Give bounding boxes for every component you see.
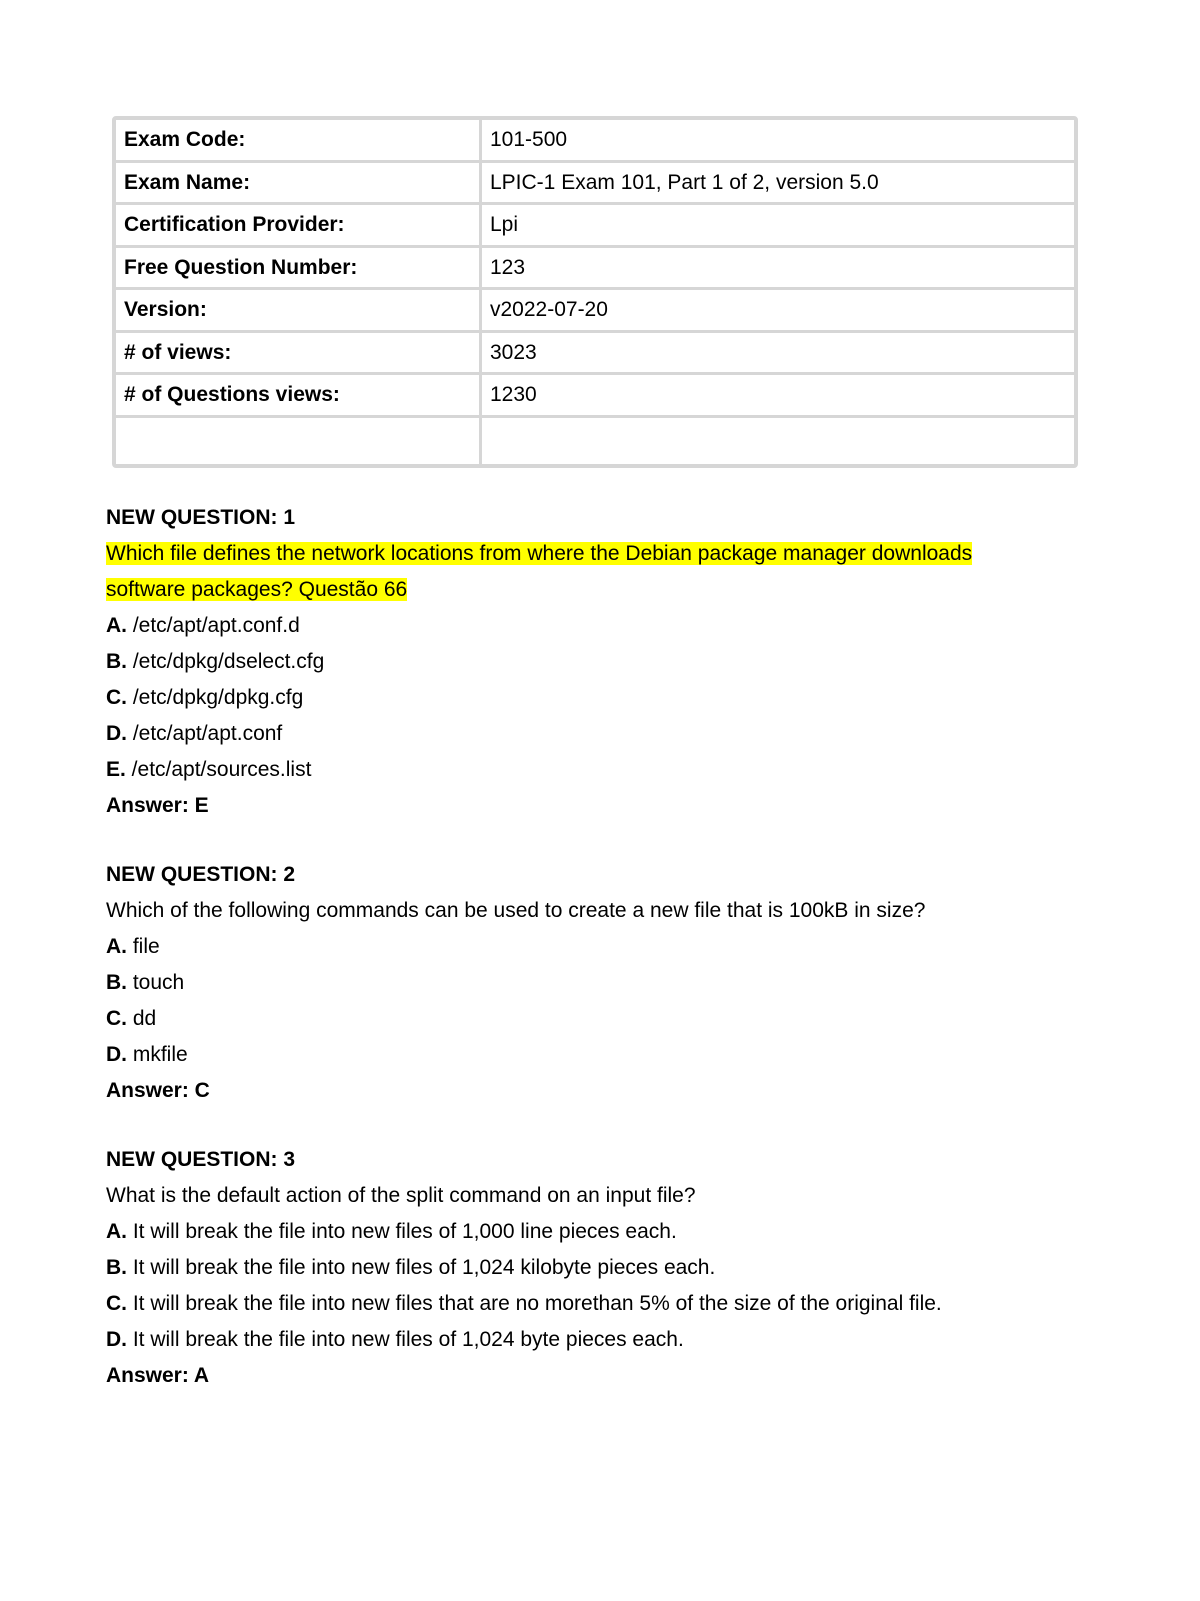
option-letter: B. bbox=[106, 971, 127, 994]
answer-option bbox=[106, 965, 1106, 1001]
answer-option bbox=[106, 1286, 1106, 1322]
question-heading: NEW QUESTION: 2 bbox=[106, 863, 296, 886]
option-letter: C. bbox=[106, 1007, 127, 1030]
exam-info-table bbox=[112, 116, 1078, 468]
answer-key: Answer: A bbox=[106, 1364, 210, 1387]
table-label: Version: bbox=[116, 290, 482, 330]
option-text: file bbox=[127, 935, 160, 958]
table-value: 1230 bbox=[490, 383, 537, 406]
question-text-line: software packages? Questão 66 bbox=[106, 578, 408, 601]
option-text: It will break the file into new files of 1,000 line pieces each. bbox=[127, 1220, 677, 1243]
table-row bbox=[116, 248, 1074, 291]
answer-key: Answer: E bbox=[106, 794, 209, 817]
option-letter: B. bbox=[106, 650, 127, 673]
table-row bbox=[116, 205, 1074, 248]
option-text: It will break the file into new files of 1,024 kilobyte pieces each. bbox=[127, 1256, 716, 1279]
option-text: It will break the file into new files of 1,024 byte pieces each. bbox=[127, 1328, 684, 1351]
option-letter: A. bbox=[106, 614, 127, 637]
table-label: Free Question Number: bbox=[116, 248, 482, 288]
table-row bbox=[116, 290, 1074, 333]
option-letter: D. bbox=[106, 722, 127, 745]
option-text: /etc/apt/apt.conf bbox=[127, 722, 283, 745]
answer-option bbox=[106, 752, 1106, 788]
question-2 bbox=[106, 857, 1106, 1109]
question-heading: NEW QUESTION: 1 bbox=[106, 506, 296, 529]
table-label: # of Questions views: bbox=[116, 375, 482, 415]
table-value: 3023 bbox=[490, 340, 537, 364]
option-text: touch bbox=[127, 971, 185, 994]
question-text bbox=[106, 536, 1106, 608]
table-label: Exam Name: bbox=[116, 163, 482, 203]
answer-option bbox=[106, 644, 1106, 680]
option-text: /etc/dpkg/dselect.cfg bbox=[127, 650, 325, 673]
table-label bbox=[116, 418, 482, 464]
option-letter: B. bbox=[106, 1256, 127, 1279]
answer-option bbox=[106, 1250, 1106, 1286]
table-value: Lpi bbox=[490, 213, 519, 236]
table-row bbox=[116, 375, 1074, 418]
answer-option bbox=[106, 929, 1106, 965]
option-text: /etc/dpkg/dpkg.cfg bbox=[127, 686, 304, 709]
answer-option bbox=[106, 1037, 1106, 1073]
option-text: It will break the file into new files that are no morethan 5% of the size of the original file. bbox=[127, 1292, 942, 1315]
table-row bbox=[116, 120, 1074, 163]
answer-option bbox=[106, 1322, 1106, 1358]
option-letter: A. bbox=[106, 935, 127, 958]
question-text-line: Which file defines the network locations from where the Debian package manager downloads bbox=[106, 542, 973, 565]
answer-option bbox=[106, 608, 1106, 644]
option-text: dd bbox=[127, 1007, 157, 1030]
option-letter: A. bbox=[106, 1220, 127, 1243]
table-label: # of views: bbox=[116, 333, 482, 373]
option-letter: C. bbox=[106, 1292, 127, 1315]
option-text: /etc/apt/apt.conf.d bbox=[127, 614, 300, 637]
option-letter: D. bbox=[106, 1328, 127, 1351]
option-text: mkfile bbox=[127, 1043, 188, 1066]
answer-option bbox=[106, 716, 1106, 752]
table-value: 101-500 bbox=[490, 128, 568, 151]
option-letter: D. bbox=[106, 1043, 127, 1066]
option-letter: C. bbox=[106, 686, 127, 709]
table-value bbox=[482, 418, 1074, 464]
option-text: /etc/apt/sources.list bbox=[125, 758, 312, 781]
table-row-empty bbox=[116, 418, 1074, 464]
question-text: Which of the following commands can be used to create a new file that is 100kB in size? bbox=[106, 899, 926, 922]
table-row bbox=[116, 333, 1074, 376]
question-1 bbox=[106, 500, 1106, 824]
table-value: v2022-07-20 bbox=[490, 298, 608, 321]
answer-option bbox=[106, 1001, 1106, 1037]
table-value: 123 bbox=[490, 255, 526, 279]
answer-option bbox=[106, 1214, 1106, 1250]
question-heading: NEW QUESTION: 3 bbox=[106, 1148, 296, 1171]
question-3 bbox=[106, 1142, 1106, 1394]
answer-key: Answer: C bbox=[106, 1079, 210, 1102]
table-label: Certification Provider: bbox=[116, 205, 482, 245]
questions-list bbox=[106, 500, 1106, 1427]
question-text: What is the default action of the split command on an input file? bbox=[106, 1184, 696, 1207]
table-value: LPIC-1 Exam 101, Part 1 of 2, version 5.0 bbox=[490, 170, 879, 194]
table-row bbox=[116, 163, 1074, 206]
answer-option bbox=[106, 680, 1106, 716]
option-letter: E. bbox=[106, 758, 126, 781]
table-label: Exam Code: bbox=[116, 120, 482, 160]
